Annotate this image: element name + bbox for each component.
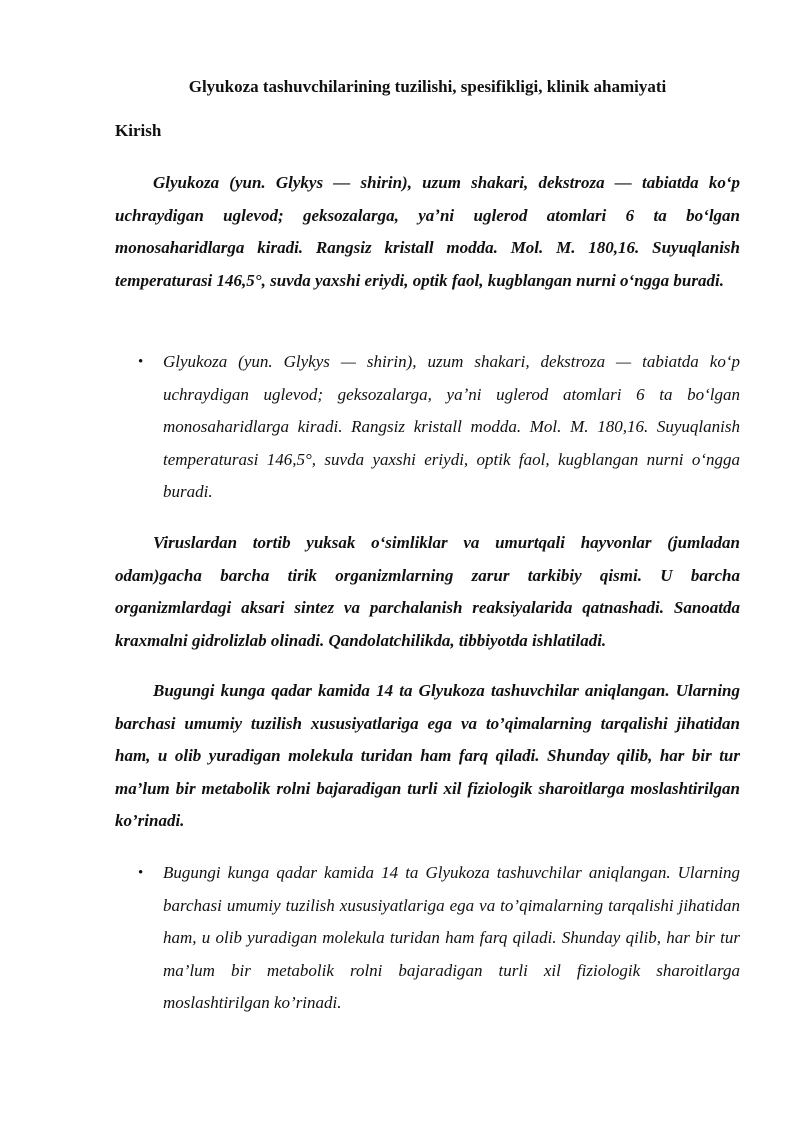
paragraph-intro: Glyukoza (yun. Glykys — shirin), uzum shakari, dekstroza — tabiatda koʻp uchraydigan uglevod; geksozalarga, yaʼni uglerod atomlari 6 ta boʻlgan monosaharidlarga kiradi. Rangsiz kristall modda. Mol. M. 180,16. Suyuqlanish temperaturasi 146,5°, suvda yaxshi eriydi, optik faol, kugblangan nurni oʻngga buradi. xyxy=(115,173,740,290)
paragraph-organisms: Viruslardan tortib yuksak oʻsimliklar va umurtqali hayvonlar (jumladan odam)gacha barcha tirik organizmlarning zarur tarkibiy qismi. U barcha organizmlardagi aksari sintez va parchalanish reaksiyalarida qatnashadi. Sanoatda kraxmalni gidrolizlab olinadi. Qandolatchilikda, tibbiyotda ishlatiladi. xyxy=(115,533,740,650)
section-heading: Kirish xyxy=(115,121,162,140)
list-item xyxy=(115,346,740,509)
bullet-icon: • xyxy=(138,865,144,881)
paragraph-transporters: Bugungi kunga qadar kamida 14 ta Glyukoza tashuvchilar aniqlangan. Ularning barchasi umumiy tuzilish xususiyatlariga ega va to’qimalarning tarqalishi jihatidan ham, u olib yuradigan molekula turidan ham farq qiladi. Shunday qilib, har bir tur ma’lum bir metabolik rolni bajaradigan turli xil fiziologik sharoitlarga moslashtirilgan ko’rinadi. xyxy=(115,681,740,830)
bullet-list-2 xyxy=(115,857,740,1020)
bullet-icon: • xyxy=(138,354,144,370)
list-item xyxy=(115,857,740,1020)
list-item-text: Bugungi kunga qadar kamida 14 ta Glyukoza tashuvchilar aniqlangan. Ularning barchasi umumiy tuzilish xususiyatlariga ega va to’qimalarning tarqalishi jihatidan ham, u olib yuradigan molekula turidan ham farq qiladi. Shunday qilib, har bir tur ma’lum bir metabolik rolni bajaradigan turli xil fiziologik sharoitlarga moslashtirilgan ko’rinadi. xyxy=(163,863,740,1012)
document-title: Glyukoza tashuvchilarining tuzilishi, spesifikligi, klinik ahamiyati xyxy=(188,77,667,96)
bullet-list-1 xyxy=(115,346,740,509)
list-item-text: Glyukoza (yun. Glykys — shirin), uzum shakari, dekstroza — tabiatda koʻp uchraydigan uglevod; geksozalarga, yaʼni uglerod atomlari 6 ta boʻlgan monosaharidlarga kiradi. Rangsiz kristall modda. Mol. M. 180,16. Suyuqlanish temperaturasi 146,5°, suvda yaxshi eriydi, optik faol, kugblangan nurni oʻngga buradi. xyxy=(163,352,740,501)
